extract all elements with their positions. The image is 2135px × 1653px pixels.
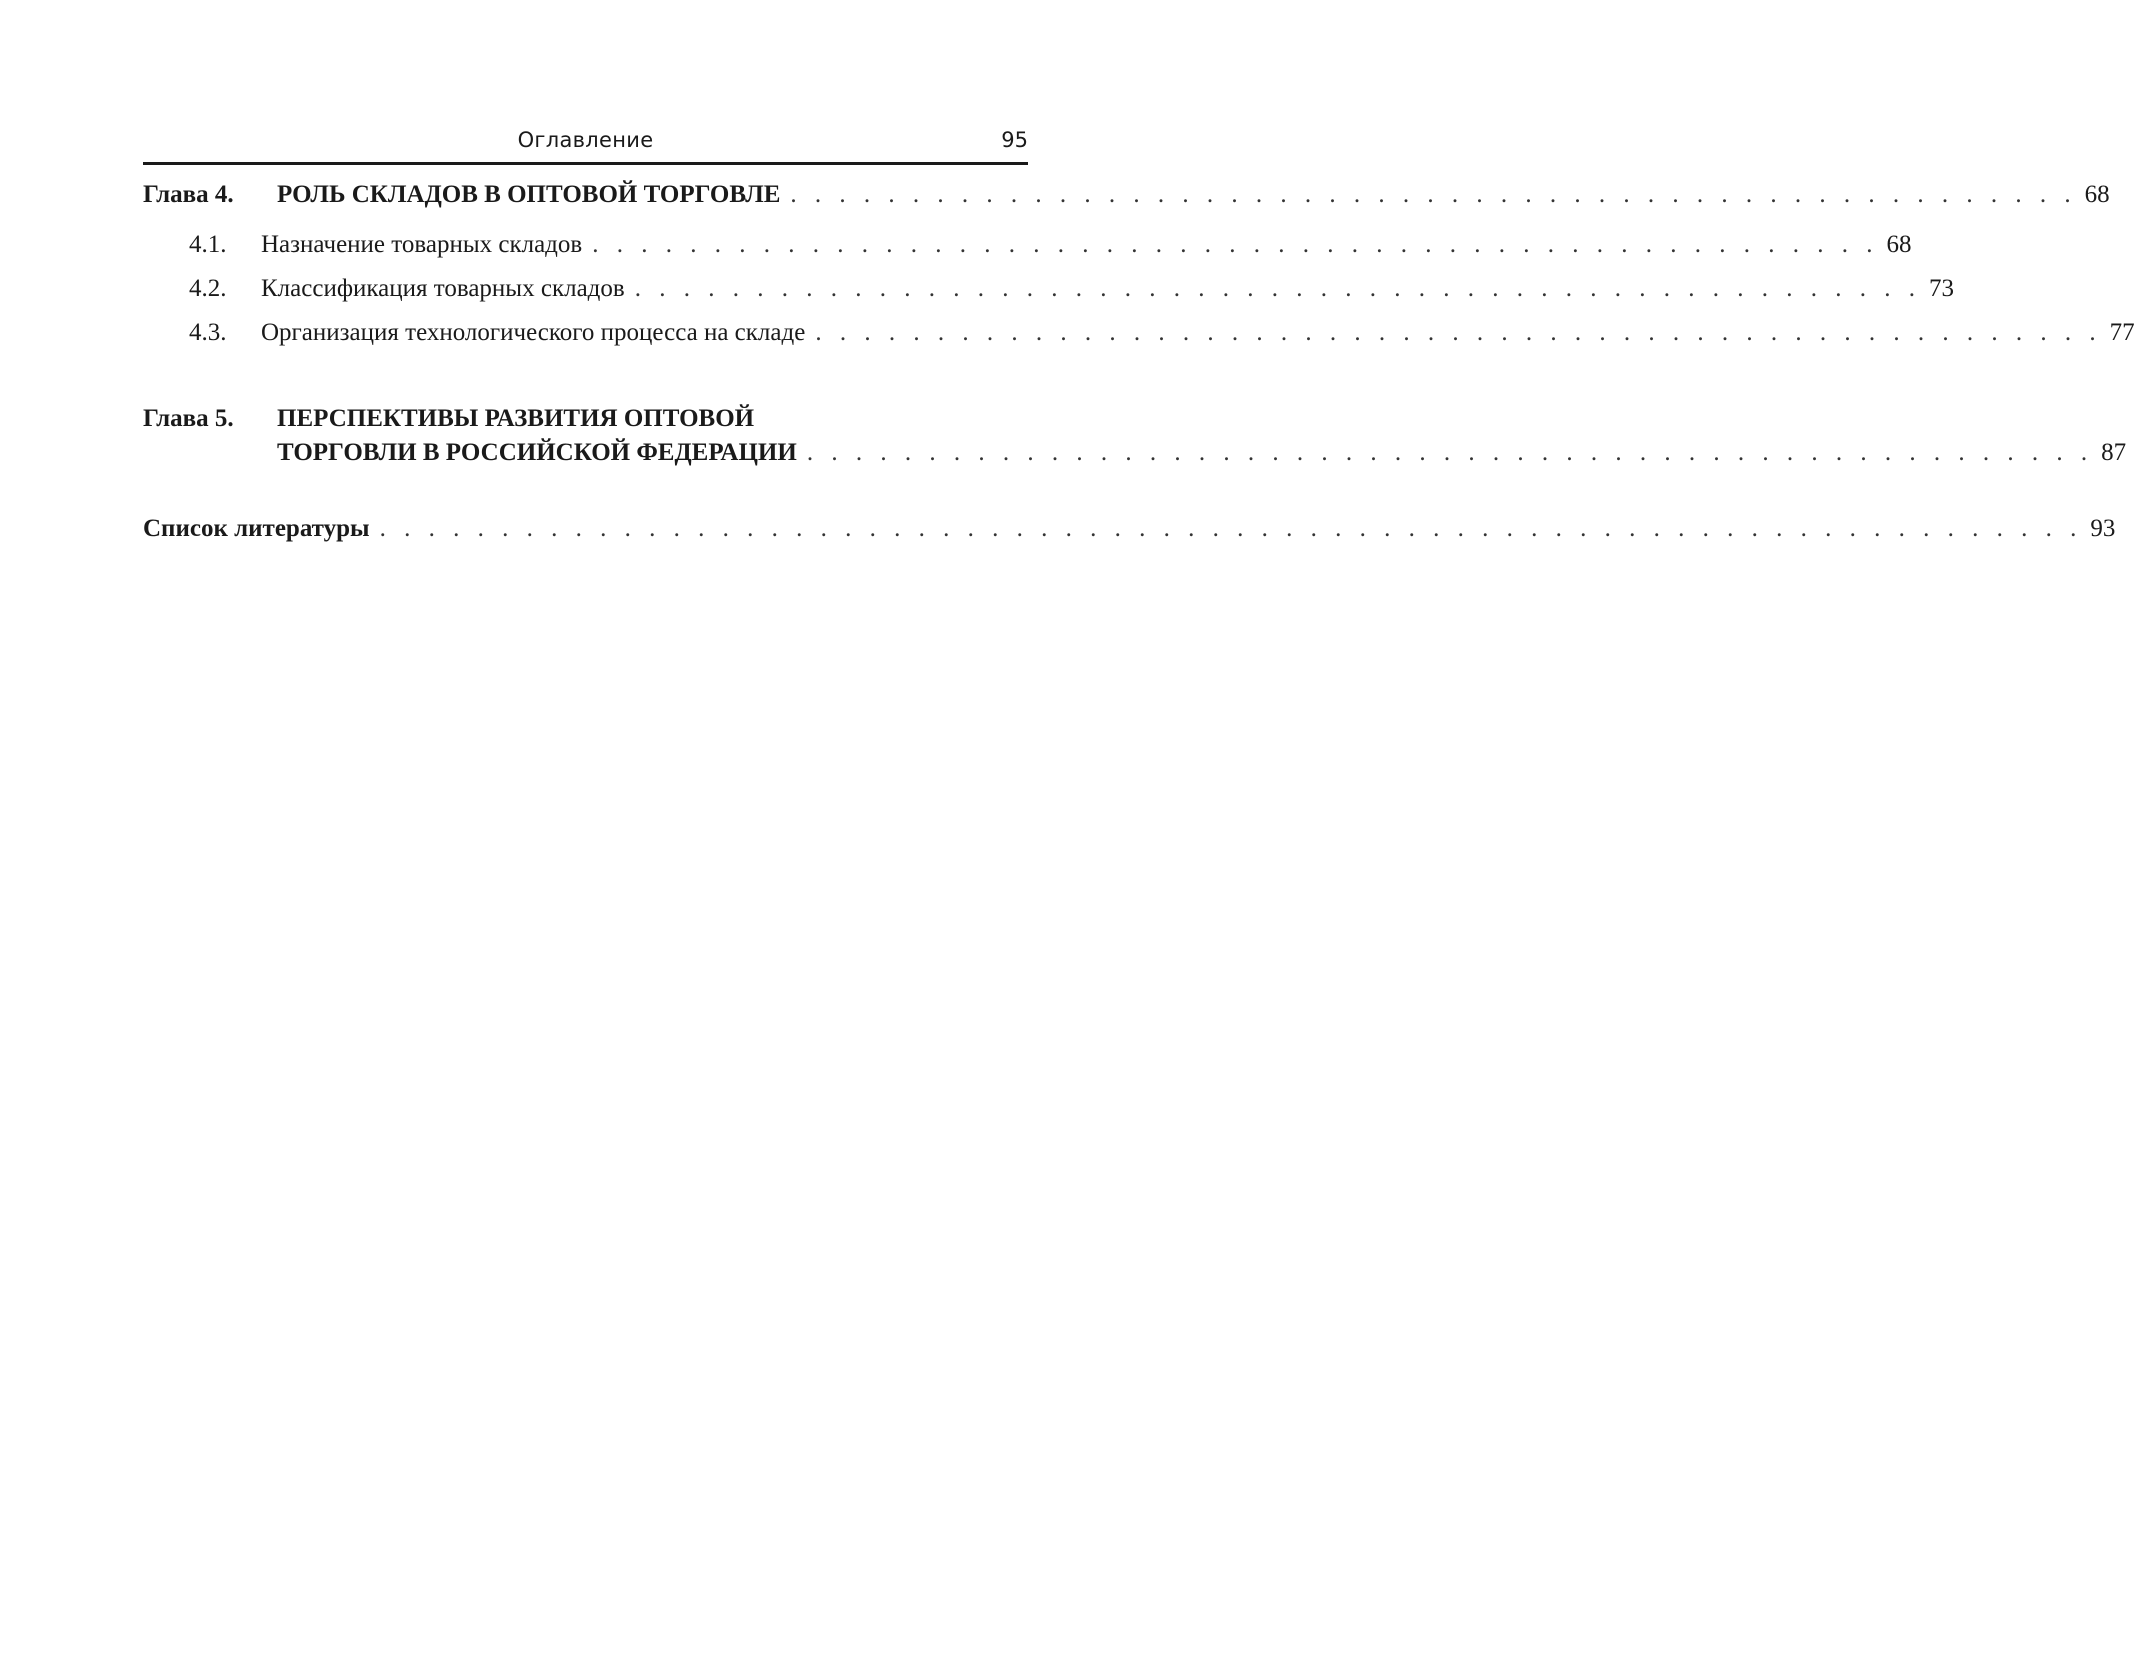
running-header xyxy=(143,126,1028,158)
running-title: Оглавление xyxy=(517,128,654,152)
section-number: 4.1. xyxy=(189,231,227,258)
toc-section-4-3 xyxy=(143,316,2135,350)
section-number: 4.2. xyxy=(189,275,227,302)
dot-leader: . . . . . . . . . . . . . . . . . . . . . . . . . . . . . . . . . . . . . . . . . . . . . . . . . . . . . xyxy=(806,439,2094,466)
dot-leader: . . . . . . . . . . . . . . . . . . . . . . . . . . . . . . . . . . . . . . . . . . . . . . . . . . . . . xyxy=(634,275,1921,302)
toc-row xyxy=(277,436,2127,470)
section-title: Классификация товарных складов xyxy=(261,275,625,302)
section-title: Назначение товарных складов xyxy=(261,231,583,258)
toc-row xyxy=(261,316,2135,350)
chapter-title-line-1: ПЕРСПЕКТИВЫ РАЗВИТИЯ ОПТОВОЙ xyxy=(277,405,755,432)
section-page: 77 xyxy=(2109,319,2135,346)
dot-leader: . . . . . . . . . . . . . . . . . . . . . . . . . . . . . . . . . . . . . . . . . . . . . . . . . . . . . xyxy=(790,181,2077,208)
toc-row xyxy=(277,178,2110,212)
chapter-title-line-2: ТОРГОВЛИ В РОССИЙСКОЙ ФЕДЕРАЦИИ xyxy=(277,439,797,466)
chapter-page: 87 xyxy=(2101,439,2127,466)
toc-row xyxy=(143,512,2116,546)
book-page xyxy=(143,0,2135,1653)
chapter-label: Глава 5. xyxy=(143,405,234,432)
section-title: Организация технологического процесса на складе xyxy=(261,319,806,346)
chapter-title: РОЛЬ СКЛАДОВ В ОПТОВОЙ ТОРГОВЛЕ xyxy=(277,181,781,208)
section-number: 4.3. xyxy=(189,319,227,346)
bibliography-title: Список литературы xyxy=(143,515,370,542)
page-number: 95 xyxy=(1001,128,1028,152)
chapter-label: Глава 4. xyxy=(143,181,234,208)
dot-leader: . . . . . . . . . . . . . . . . . . . . . . . . . . . . . . . . . . . . . . . . . . . . . . . . . . . . . xyxy=(592,231,1879,258)
dot-leader: . . . . . . . . . . . . . . . . . . . . . . . . . . . . . . . . . . . . . . . . . . . . . . . . . . . . . xyxy=(815,319,2102,346)
section-page: 68 xyxy=(1886,231,1912,258)
toc-chapter-5 xyxy=(143,402,1028,436)
dot-leader: . . . . . . . . . . . . . . . . . . . . . . . . . . . . . . . . . . . . . . . . . . . . . . . . . . . . . . . . . . . . . . . . . . . . . . xyxy=(379,515,2083,542)
toc-section-4-1 xyxy=(143,228,1912,262)
toc-row xyxy=(261,228,1912,262)
toc-bibliography xyxy=(143,512,2116,546)
bibliography-page: 93 xyxy=(2090,515,2116,542)
header-rule xyxy=(143,162,1028,165)
toc-chapter-5-cont xyxy=(143,436,2127,470)
section-page: 73 xyxy=(1928,275,1954,302)
toc-row xyxy=(261,272,1954,306)
toc-section-4-2 xyxy=(143,272,1954,306)
chapter-page: 68 xyxy=(2084,181,2110,208)
toc-chapter-4 xyxy=(143,178,2110,212)
